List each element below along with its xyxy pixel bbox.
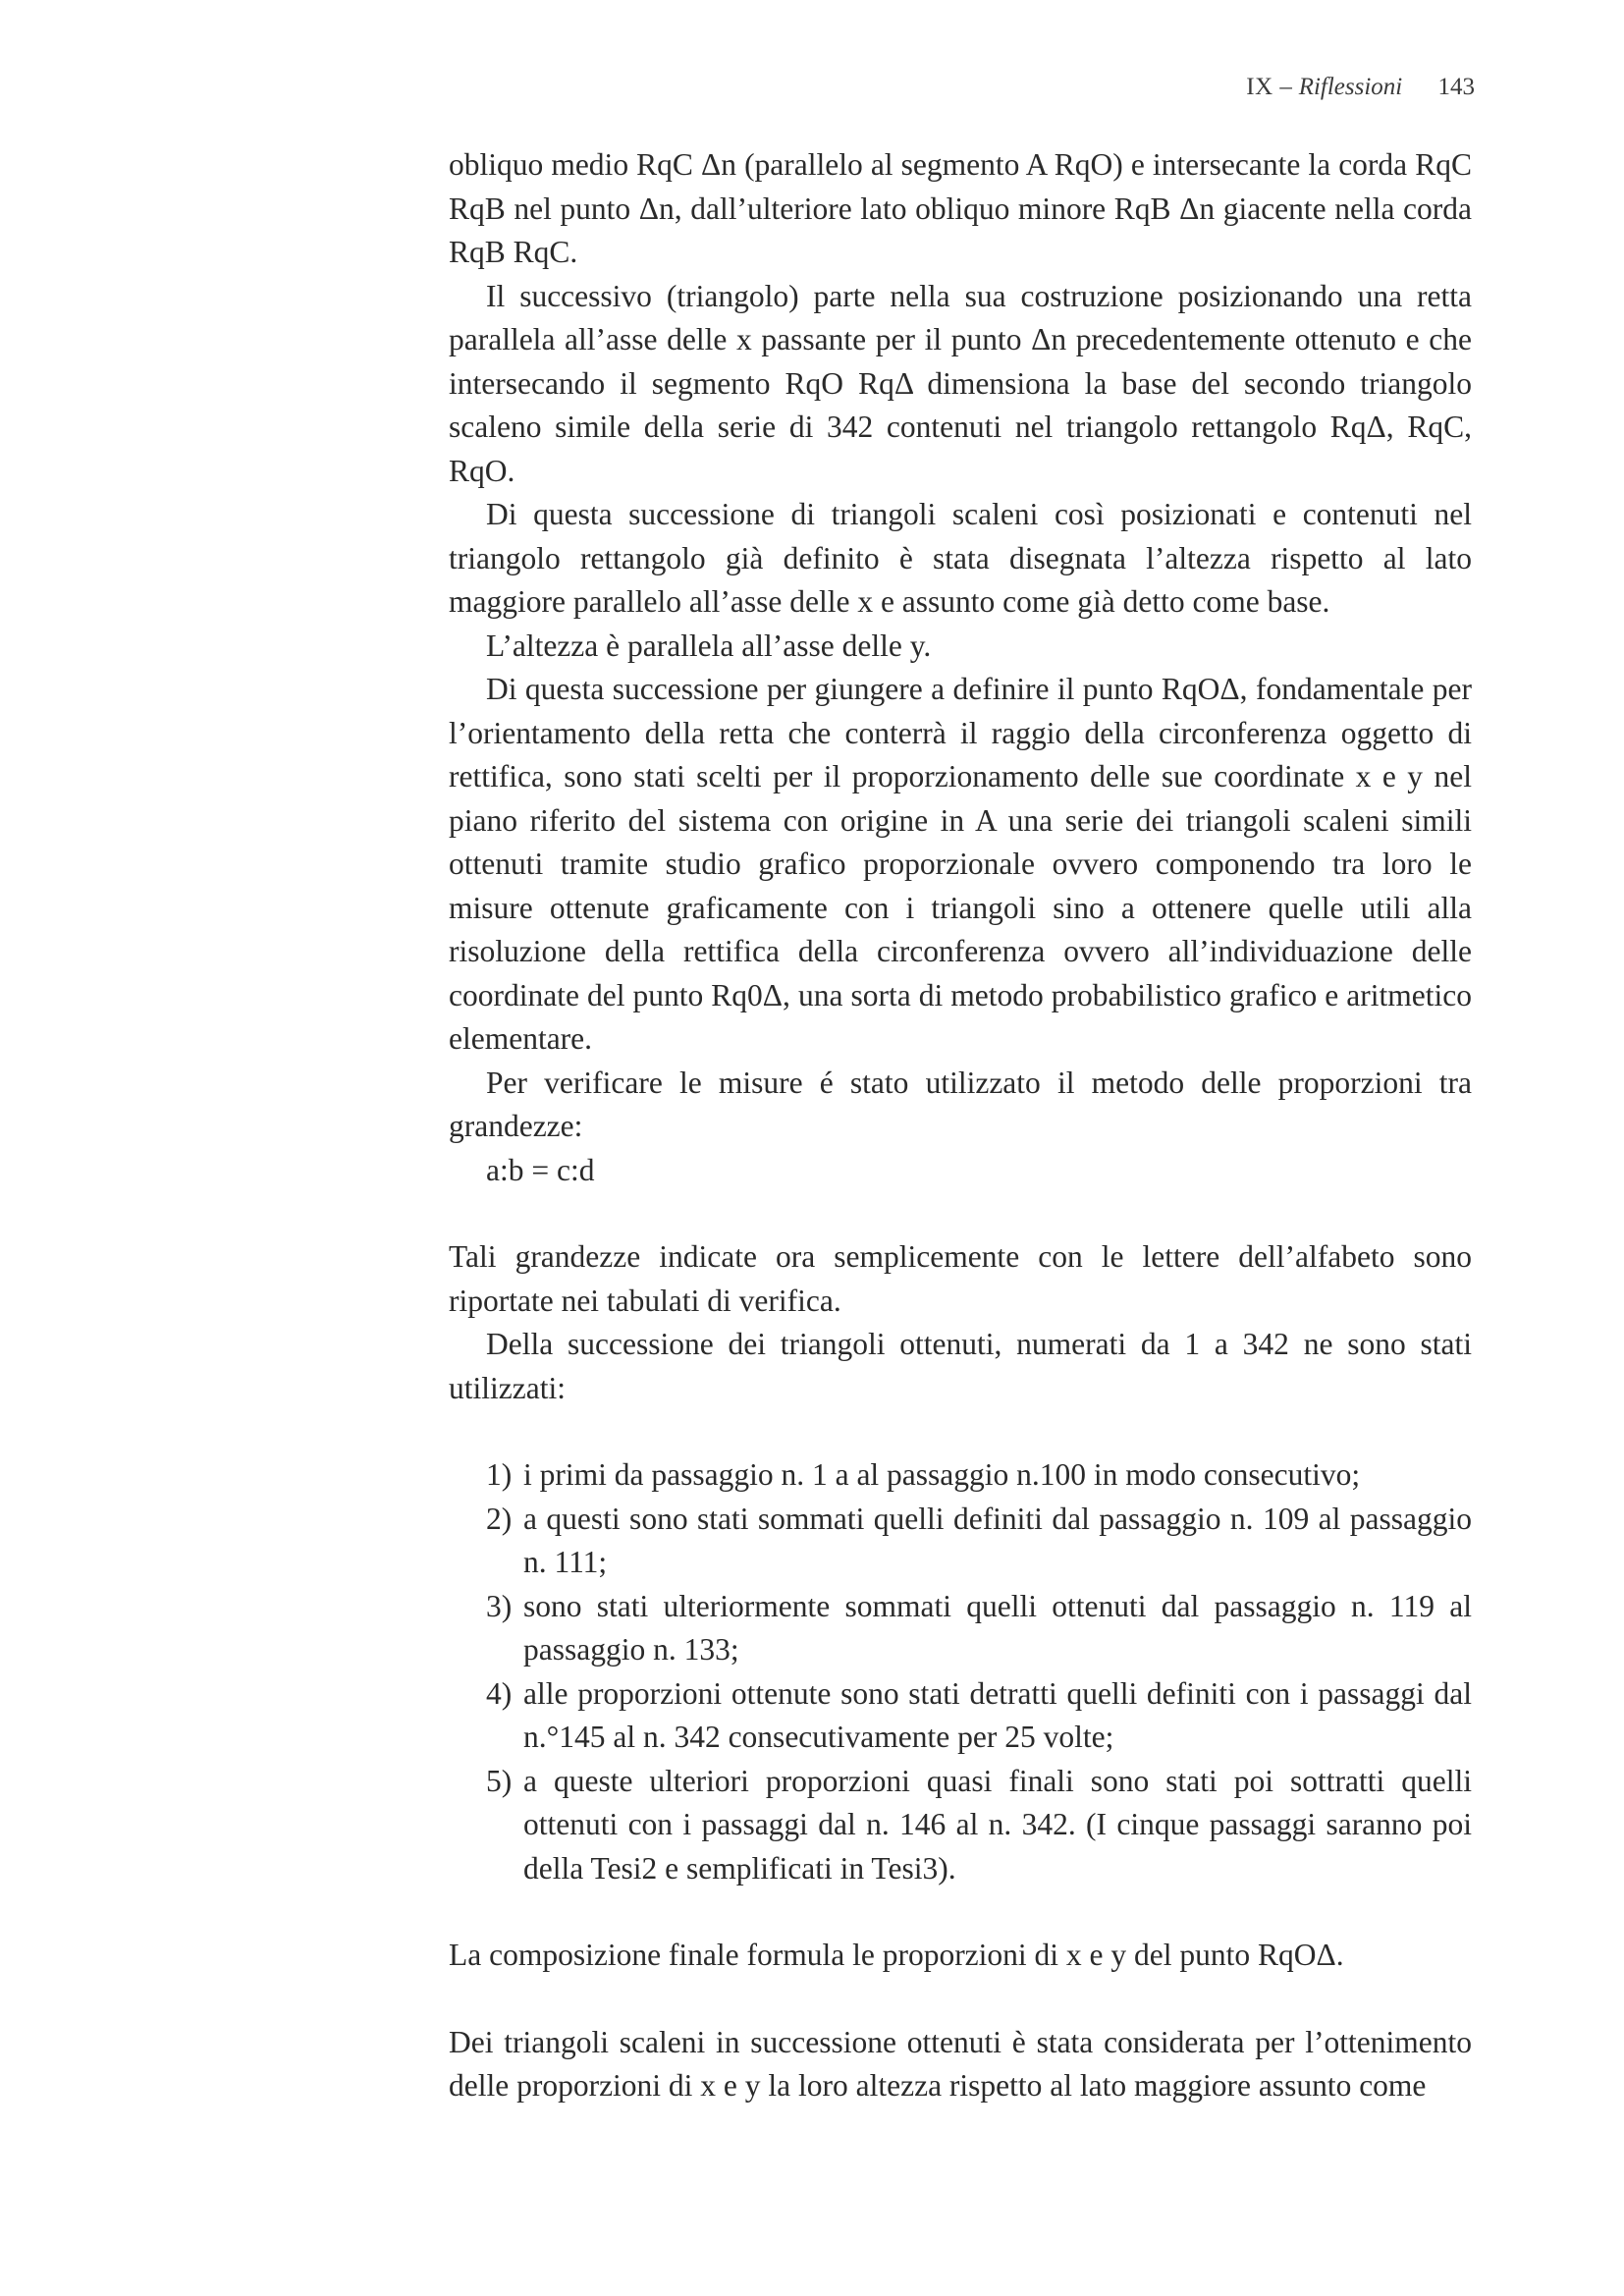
list-item	[486, 1498, 1472, 1585]
spacer	[449, 1192, 1472, 1235]
paragraph: La composizione finale formula le proporzioni di x e y del punto RqOΔ.	[449, 1938, 1344, 1972]
proportion-formula: a:b = c:d	[486, 1152, 595, 1187]
body-text	[449, 143, 1472, 2108]
paragraph: Dei triangoli scaleni in successione ottenuti è stata considerata per l’ottenimento delle proporzioni di x e y la loro altezza rispetto al lato maggiore assunto come	[449, 2024, 1472, 2103]
list-item-text: i primi da passaggio n. 1 a al passaggio n.100 in modo consecutivo;	[523, 1457, 1361, 1492]
list-item-text: alle proporzioni ottenute sono stati detratti quelli definiti con i passaggi dal n.°145 al n. 342 consecutivamente per 25 volte;	[523, 1675, 1472, 1754]
paragraph: Della successione dei triangoli ottenuti, numerati da 1 a 342 ne sono stati utilizzati:	[449, 1327, 1472, 1405]
paragraph-continuation: obliquo medio RqC Δn (parallelo al segmento A RqO) e intersecante la corda RqC RqB nel punto Δn, dall’ulteriore lato obliquo minore RqB Δn giacente nella corda RqB RqC.	[449, 147, 1472, 269]
spacer	[449, 1890, 1472, 1934]
list-marker: 1)	[486, 1457, 513, 1492]
paragraph: Tali grandezze indicate ora semplicemente con le lettere dell’alfabeto sono riportate nei tabulati di verifica.	[449, 1239, 1472, 1318]
list-item-text: a questi sono stati sommati quelli definiti dal passaggio n. 109 al passaggio n. 111;	[523, 1501, 1472, 1579]
spacer	[449, 1410, 1472, 1453]
spacer	[449, 1978, 1472, 2021]
list-marker: 3)	[486, 1588, 513, 1623]
list-item	[486, 1453, 1472, 1498]
list-item-text: a queste ulteriori proporzioni quasi finali sono stati poi sottratti quelli ottenuti con i passaggi dal n. 146 al n. 342. (I cinque passaggi saranno poi della Tesi2 e semplificati in Tesi3).	[523, 1763, 1472, 1886]
list-item	[486, 1760, 1472, 1891]
section-title: Riflessioni	[1298, 74, 1403, 100]
list-marker: 4)	[486, 1675, 513, 1711]
list-marker: 2)	[486, 1501, 513, 1536]
steps-list	[449, 1453, 1472, 1890]
section-number: IX –	[1246, 74, 1293, 100]
list-item	[486, 1672, 1472, 1760]
page-number: 143	[1437, 74, 1475, 100]
running-header	[1246, 71, 1475, 104]
paragraph: Per verificare le misure é stato utilizzato il metodo delle proporzioni tra grandezze:	[449, 1065, 1472, 1143]
list-item-text: sono stati ulteriormente sommati quelli ottenuti dal passaggio n. 119 al passaggio n. 133;	[523, 1588, 1472, 1667]
paragraph: Di questa successione per giungere a definire il punto RqOΔ, fondamentale per l’orientamento della retta che conterrà il raggio della circonferenza oggetto di rettifica, sono stati scelti per il proporzionamento delle sue coordinate x e y nel piano riferito del sistema con origine in A una serie dei triangoli scaleni simili ottenuti tramite studio grafico proporzionale ovvero componendo tra loro le misure ottenute graficamente con i triangoli sino a ottenere quelle utili alla risoluzione della rettifica della circonferenza ovvero all’individuazione delle coordinate del punto Rq0Δ, una sorta di metodo probabilistico grafico e aritmetico elementare.	[449, 672, 1472, 1056]
paragraph: L’altezza è parallela all’asse delle y.	[486, 628, 932, 663]
paragraph: Di questa successione di triangoli scaleni così posizionati e contenuti nel triangolo rettangolo già definito è stata disegnata l’altezza rispetto al lato maggiore parallelo all’asse delle x e assunto come già detto come base.	[449, 497, 1472, 619]
paragraph: Il successivo (triangolo) parte nella sua costruzione posizionando una retta parallela all’asse delle x passante per il punto Δn precedentemente ottenuto e che intersecando il segmento RqO RqΔ dimensiona la base del secondo triangolo scaleno simile della serie di 342 contenuti nel triangolo rettangolo RqΔ, RqC, RqO.	[449, 278, 1472, 488]
list-marker: 5)	[486, 1763, 513, 1798]
list-item	[486, 1585, 1472, 1672]
